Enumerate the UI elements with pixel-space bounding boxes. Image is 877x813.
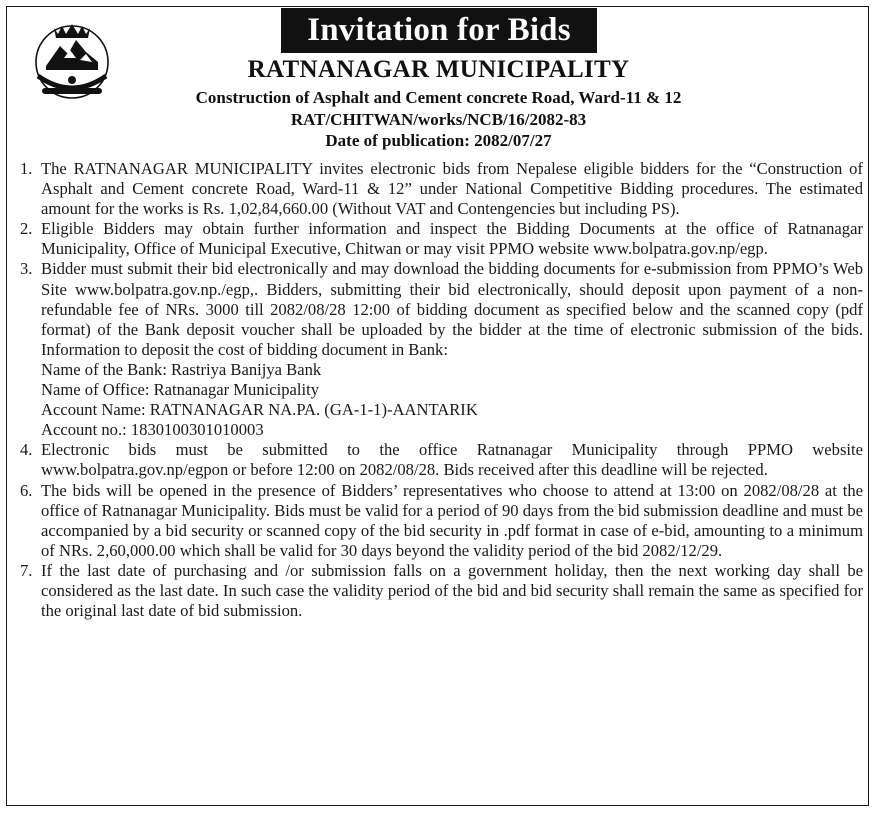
organization-name: RATNANAGAR MUNICIPALITY [247,56,630,83]
clause-text: If the last date of purchasing and /or submission falls on a government holiday, then the next working day shall be considered as the last date. In such case the validity period of the bid and bid security shall remain the same as specified for the original last date of bid submission. [41,560,863,621]
clause-3 [20,259,863,440]
clause-number: 2. [20,219,33,239]
bank-name: Name of the Bank: Rastriya Banijya Bank [41,359,322,379]
reference-number: RAT/CHITWAN/works/NCB/16/2082-83 [290,110,587,129]
publication-date: Date of publication: 2082/07/27 [325,131,552,150]
clause-number: 3. [20,259,33,279]
clause-number: 6. [20,480,33,500]
project-title: Construction of Asphalt and Cement concrete Road, Ward-11 & 12 [195,88,682,107]
clause-2 [20,219,863,259]
clause-number: 7. [20,560,33,580]
clause-4 [20,440,863,480]
clause-text: Bidder must submit their bid electronically and may download the bidding documents for e-submission from PPMO’s Web Site www.bolpatra.gov.np./egp,. Bidders, submitting their bid electronically, should deposit upon payment of a non-refundable fee of NRs. 3000 till 2082/08/28 12:00 of bidding document as specified below and the scanned copy (pdf format) of the Bank deposit voucher shall be uploaded by the bidder at the time of electronic submission of the bids. Information to deposit the cost of bidding document in Bank: [41,259,863,359]
invitation-title: Invitation for Bids [281,8,597,53]
clause-number: 4. [20,440,33,460]
clause-text: The RATNANAGAR MUNICIPALITY invites electronic bids from Nepalese eligible bidders for the “Construction of Asphalt and Cement concrete Road, Ward-11 & 12” under National Competitive Bidding procedures. The estimated amount for the works is Rs. 1,02,84,660.00 (Without VAT and Contengencies but including PS). [41,159,863,219]
account-name: Account Name: RATNANAGAR NA.PA. (GA-1-1)-AANTARIK [41,400,478,420]
office-name: Name of Office: Ratnanagar Municipality [41,380,320,400]
clause-text: Eligible Bidders may obtain further information and inspect the Bidding Documents at the office of Ratnanagar Municipality, Office of Municipal Executive, Chitwan or may visit PPMO website www.bolpatra.gov.np/egp. [41,219,863,259]
clause-number: 1. [20,159,33,178]
clause-text: Electronic bids must be submitted to the office Ratnanagar Municipality through PPMO website www.bolpatra.gov.np/egpon or before 12:00 on 2082/08/28. Bids received after this deadline will be rejected. [41,440,863,480]
clause-text: The bids will be opened in the presence of Bidders’ representatives who choose to attend at 13:00 on 2082/08/28 at the office of Ratnanagar Municipality. Bids must be valid for a period of 90 days from the bid submission deadline and must be accompanied by a bid security or scanned copy of the bid security in .pdf format in case of e-bid, amounting to a minimum of NRs. 2,60,000.00 which shall be valid for 30 days beyond the validity period of the bid 2082/12/29. [41,480,863,560]
clause-6 [20,481,863,561]
clause-7 [20,561,863,621]
notice-body [20,159,863,621]
account-number: Account no.: 1830100301010003 [41,420,264,440]
clause-1 [20,159,863,219]
